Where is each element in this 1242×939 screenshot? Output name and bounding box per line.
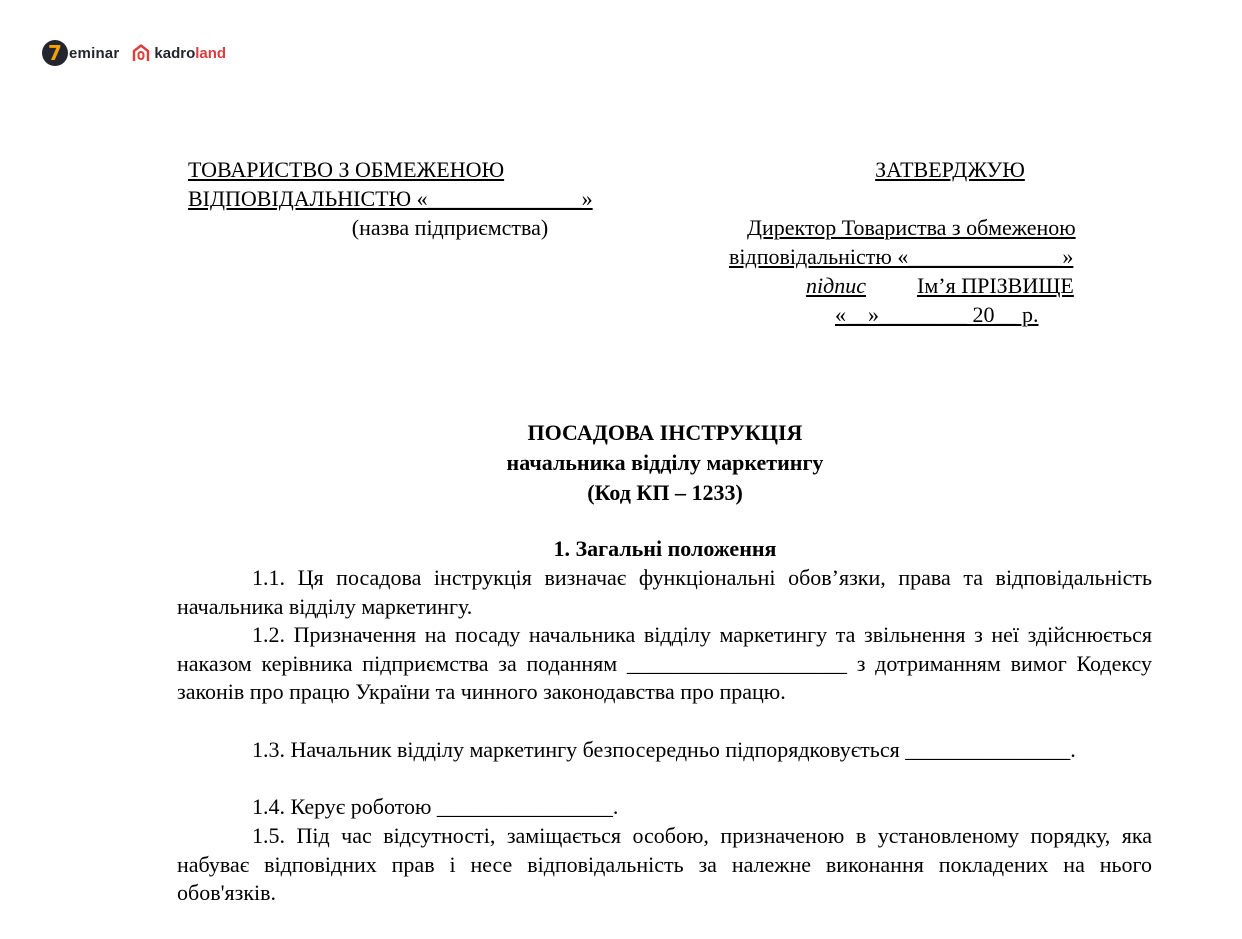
director-title-line: Директор Товариства з обмеженою [747,215,1076,240]
kadroland-logo-text-a: kadro [154,44,196,62]
document-subtitle: начальника відділу маркетингу [506,450,824,475]
paragraph-1-4-text: 1.4. Керує роботою ________________. [252,794,619,819]
header-logos [42,38,226,68]
paragraph-1-3 [177,736,1152,765]
section-heading: 1. Загальні положення [553,536,777,561]
paragraph-1-1 [177,564,1152,621]
paragraph-1-4 [177,793,1152,822]
paragraph-1-1-text: 1.1. Ця посадова інструкція визначає функціональні обов’язки, права та відповідальність начальника відділу маркетингу. [177,565,1152,619]
paragraph-1-3-text: 1.3. Начальник відділу маркетингу безпосередньо підпорядковується _______________. [252,737,1076,762]
kadroland-logo-icon [131,43,151,63]
paragraph-1-5-text: 1.5. Під час відсутності, заміщається особою, призначеною в установленому порядку, яка набуває відповідних прав і несе відповідальність за належне виконання покладених на нього обов'язків. [177,823,1152,906]
company-name-caption: (назва підприємства) [351,215,549,240]
approve-label: ЗАТВЕРДЖУЮ [875,157,1025,182]
director-company-line: відповідальністю «______________» [729,244,1074,269]
paragraph-1-2 [177,621,1152,707]
approval-date: «__»________ 20__ р. [835,302,1039,327]
seminar-logo-text: eminar [69,44,120,62]
paragraph-1-2-text: 1.2. Призначення на посаду начальника відділу маркетингу та звільнення з неї здійснюється наказом керівника підприємства за поданням ____________________ з дотриманням вимог Кодексу законів про працю України та чинного законодавства про працю. [177,622,1152,705]
company-name-line: ВІДПОВІДАЛЬНІСТЮ «______________» [188,186,593,211]
kadroland-logo-text-b: land [195,44,227,62]
paragraph-1-5 [177,822,1152,908]
signature-label: підпис [806,273,867,298]
kadroland-logo [131,43,226,63]
company-type-line: ТОВАРИСТВО З ОБМЕЖЕНОЮ [188,157,505,182]
document-title: ПОСАДОВА ІНСТРУКЦІЯ [527,420,803,445]
seminar-logo [42,40,119,66]
director-name: Ім’я ПРІЗВИЩЕ [917,273,1074,298]
seminar-logo-mark: 7 [42,40,68,66]
document-code: (Код КП – 1233) [587,480,743,505]
